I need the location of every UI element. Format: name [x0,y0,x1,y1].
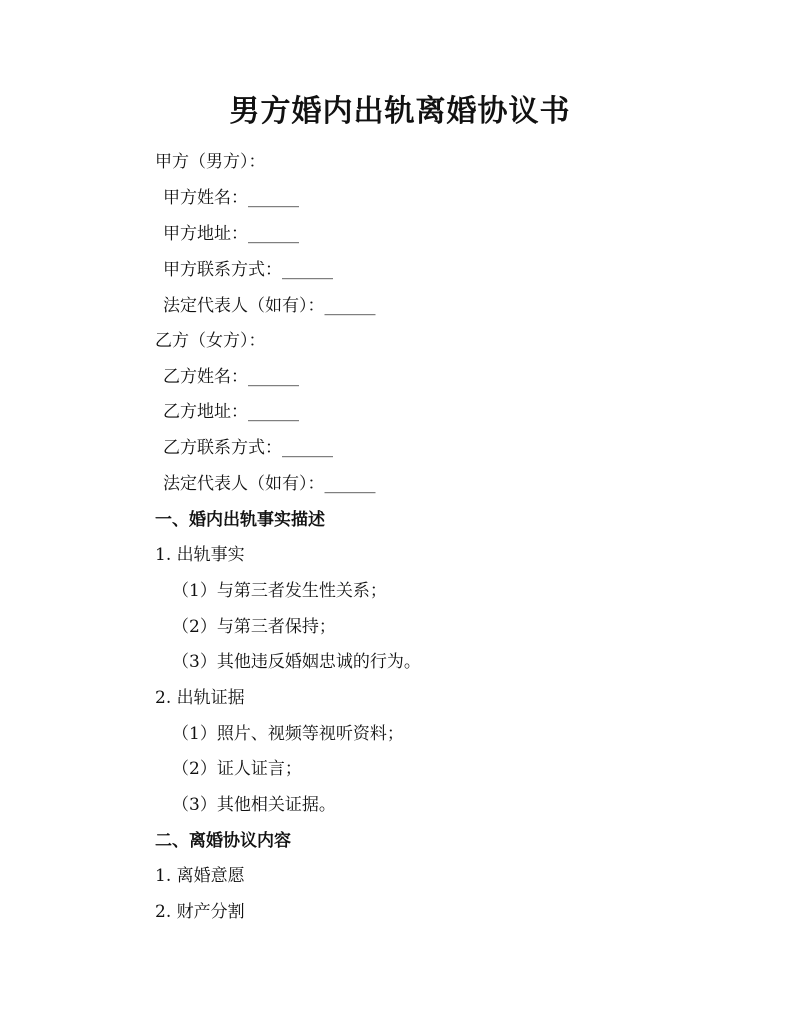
section-1-item-2-point-3: （3）其他相关证据。 [172,795,336,815]
party-a-label: 甲方（男方）： [155,152,266,172]
section-1-item-1-point-3: （3）其他违反婚姻忠诚的行为。 [172,652,421,672]
party-b-address: 乙方地址：______ [163,402,299,422]
section-2-item-2: 2. 财产分割 [155,902,245,922]
section-1-item-1-point-2: （2）与第三者保持； [172,617,336,637]
party-b-label: 乙方（女方）： [155,331,266,351]
party-a-contact: 甲方联系方式：______ [163,260,333,280]
party-b-representative: 法定代表人（如有）：______ [163,474,376,494]
section-1-heading: 一、婚内出轨事实描述 [155,510,325,530]
section-2-item-1: 1. 离婚意愿 [155,866,245,886]
party-b-contact: 乙方联系方式：______ [163,438,333,458]
document-title: 男方婚内出轨离婚协议书 [229,94,571,129]
section-2-heading: 二、离婚协议内容 [155,831,291,851]
party-a-representative: 法定代表人（如有）：______ [163,296,376,316]
section-1-item-2: 2. 出轨证据 [155,688,245,708]
party-a-address: 甲方地址：______ [163,224,299,244]
party-b-name: 乙方姓名：______ [163,367,299,387]
party-a-name: 甲方姓名：______ [163,188,299,208]
section-1-item-1-point-1: （1）与第三者发生性关系； [172,581,387,601]
section-1-item-1: 1. 出轨事实 [155,545,245,565]
section-1-item-2-point-1: （1）照片、视频等视听资料； [172,724,404,744]
section-1-item-2-point-2: （2）证人证言； [172,759,302,779]
